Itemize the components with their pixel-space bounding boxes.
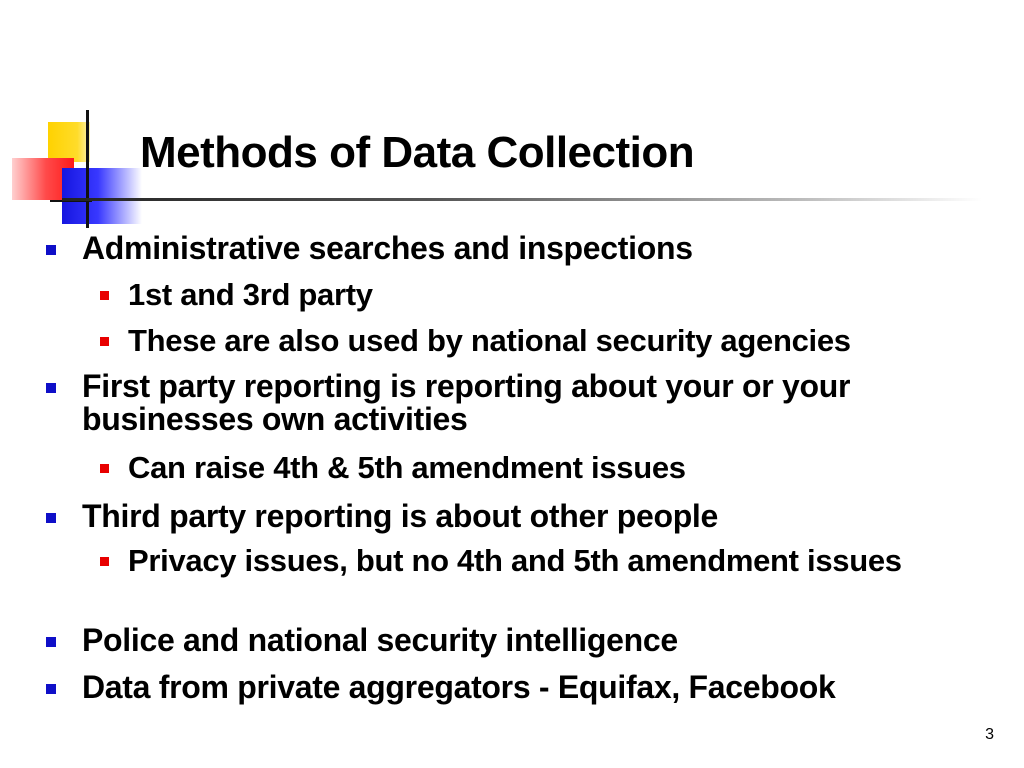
blue-square-shape: [62, 168, 142, 224]
bullet-item-3: [128, 325, 988, 357]
bullet-text: 1st and 3rd party: [128, 277, 373, 312]
square-bullet-icon: [100, 557, 109, 566]
bullet-item-8: [82, 624, 982, 657]
vertical-rule-line: [86, 110, 89, 228]
square-bullet-icon: [46, 383, 56, 393]
bullet-item-6: [82, 500, 982, 533]
square-bullet-icon: [46, 684, 56, 694]
bullet-item-2: [128, 279, 988, 311]
bullet-item-4: [82, 370, 982, 436]
square-bullet-icon: [100, 464, 109, 473]
bullet-text: Administrative searches and inspections: [82, 230, 693, 266]
bullet-item-9: [82, 671, 982, 704]
square-bullet-icon: [46, 513, 56, 523]
page-number: 3: [985, 726, 994, 743]
bullet-text: Privacy issues, but no 4th and 5th amendment issues: [128, 543, 902, 578]
square-bullet-icon: [46, 637, 56, 647]
bullet-text: Third party reporting is about other people: [82, 498, 719, 534]
slide-title: Methods of Data Collection: [140, 128, 695, 177]
decorative-logo-graphic: [0, 100, 150, 230]
bullet-item-1: [82, 232, 982, 265]
bullet-text: Can raise 4th & 5th amendment issues: [128, 450, 686, 485]
bullet-text: These are also used by national security agencies: [128, 323, 851, 358]
bullet-text: Police and national security intelligence: [82, 622, 678, 658]
square-bullet-icon: [100, 291, 109, 300]
bullet-item-5: [128, 452, 988, 484]
bullet-item-7: [128, 545, 988, 577]
square-bullet-icon: [46, 245, 56, 255]
title-underline-rule: [62, 198, 982, 201]
yellow-square-shape: [48, 122, 90, 162]
square-bullet-icon: [100, 337, 109, 346]
bullet-text: Data from private aggregators - Equifax, Facebook: [82, 669, 836, 705]
bullet-text: First party reporting is reporting about your or your businesses own activities: [82, 368, 851, 437]
